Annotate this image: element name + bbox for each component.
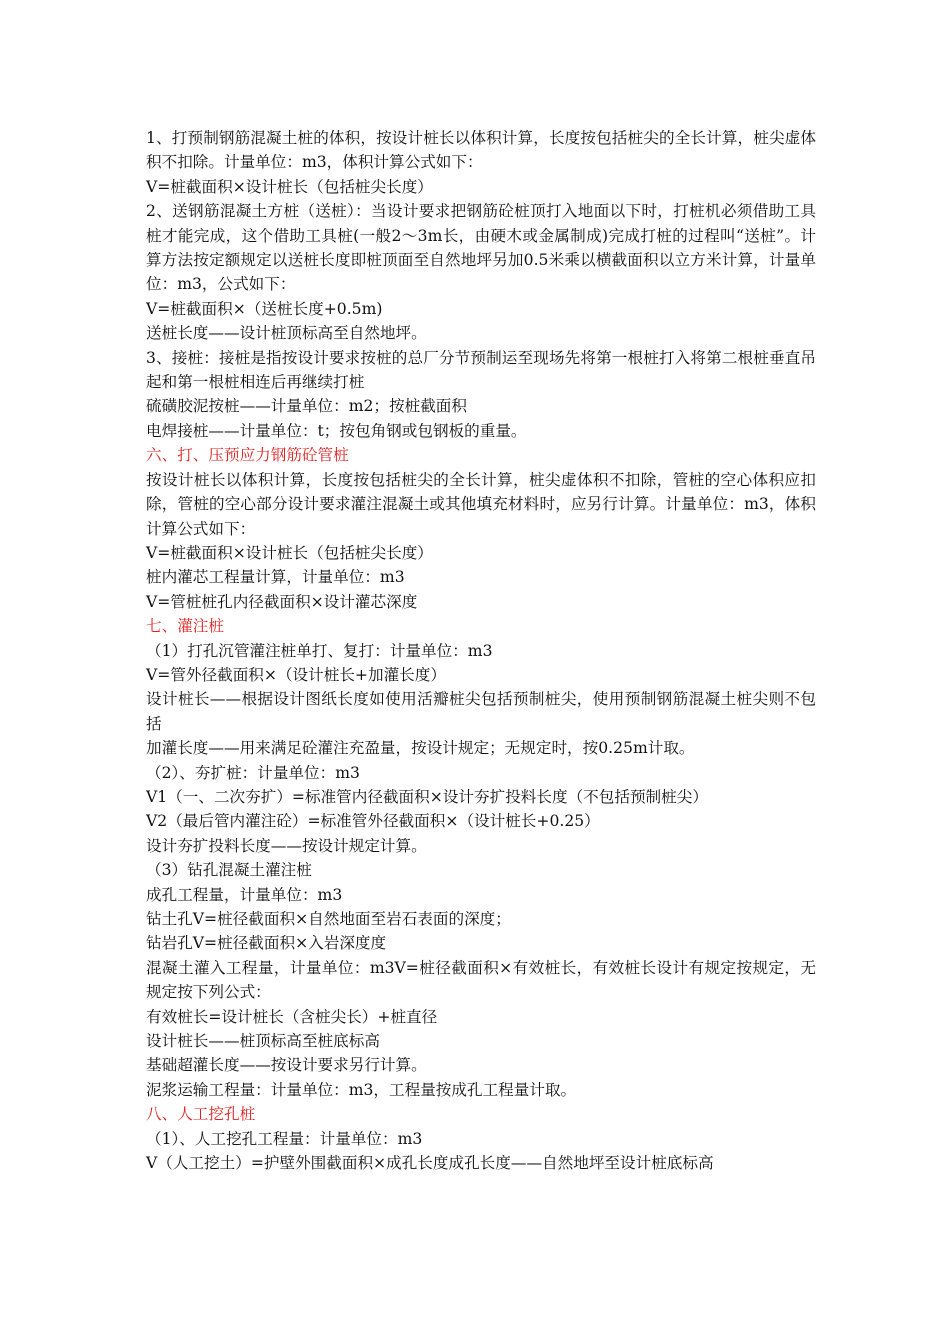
formula-line: 钻土孔V=桩径截面积×自然地面至岩石表面的深度；: [146, 910, 511, 928]
formula-line: V=桩截面积×设计桩长（包括桩尖长度）: [146, 543, 433, 562]
definition-line: 送桩长度——设计桩顶标高至自然地坪。: [146, 324, 427, 343]
document-page: [146, 126, 816, 1175]
definition-line: 桩内灌芯工程量计算，计量单位：m3: [146, 568, 405, 587]
formula-line: 钻岩孔V=桩径截面积×入岩深度度: [146, 934, 387, 953]
formula-line: V=桩截面积×设计桩长（包括桩尖长度）: [146, 177, 433, 196]
formula-line: V（人工挖土）=护壁外围截面积×成孔长度成孔长度——自然地坪至设计桩底标高: [146, 1154, 714, 1173]
definition-line: 成孔工程量，计量单位：m3: [146, 885, 343, 904]
subsection-line: （2）、夯扩桩：计量单位：m3: [146, 763, 360, 782]
subsection-line: （3）钻孔混凝土灌注桩: [146, 861, 312, 880]
section-heading-7: 七、灌注桩: [146, 617, 224, 636]
section-heading-8: 八、人工挖孔桩: [146, 1105, 256, 1124]
formula-line: 有效桩长=设计桩长（含桩尖长）+桩直径: [146, 1007, 438, 1026]
definition-line: 电焊接桩——计量单位：t；按包角钢或包钢板的重量。: [146, 421, 527, 440]
subsection-line: （1）打孔沉管灌注桩单打、复打：计量单位：m3: [146, 641, 493, 660]
paragraph-concrete-pour: 混凝土灌入工程量，计量单位：m3V=桩径截面积×有效桩长，有效桩长设计有规定按规定，无规定按下列公式：: [146, 958, 816, 1002]
definition-line: 硫磺胶泥按桩——计量单位：m2；按桩截面积: [146, 397, 467, 416]
definition-line: 泥浆运输工程量：计量单位：m3，工程量按成孔工程量计取。: [146, 1080, 577, 1099]
paragraph-joint-pile: 3、接桩：接桩是指按设计要求按桩的总厂分节预制运至现场先将第一根桩打入将第二根桩垂直吊起和第一根桩相连后再继续打桩: [146, 348, 816, 392]
formula-line: V=管外径截面积×（设计桩长+加灌长度）: [146, 665, 446, 684]
subsection-line: （1）、人工挖孔工程量：计量单位：m3: [146, 1129, 423, 1148]
formula-line: V2（最后管内灌注砼）=标准管外径截面积×（设计桩长+0.25）: [146, 812, 600, 831]
definition-line: 设计夯扩投料长度——按设计规定计算。: [146, 836, 427, 855]
definition-line: 设计桩长——桩顶标高至桩底标高: [146, 1032, 380, 1051]
paragraph-precast-pile-volume: 1、打预制钢筋混凝土桩的体积，按设计桩长以体积计算，长度按包括桩尖的全长计算，桩尖虚体积不扣除。计量单位：m3，体积计算公式如下：: [146, 129, 816, 172]
formula-line: V1（一、二次夯扩）=标准管内径截面积×设计夯扩投料长度（不包括预制桩尖）: [146, 787, 708, 806]
formula-line: V=管桩桩孔内径截面积×设计灌芯深度: [146, 592, 418, 611]
section-heading-6: 六、打、压预应力钢筋砼管桩: [146, 446, 349, 465]
paragraph-send-pile: 2、送钢筋混凝土方桩（送桩）：当设计要求把钢筋砼桩顶打入地面以下时，打桩机必须借助工具桩才能完成，这个借助工具桩(一般2～3m长，由硬木或金属制成)完成打桩的过程叫“送桩”。计算方法按定额规定以送桩长度即桩顶面至自然地坪另加0.5米乘以横截面积以立方米计算，计量单位：m3，公式如下：: [146, 202, 816, 294]
definition-line: 设计桩长——根据设计图纸长度如使用活瓣桩尖包括预制桩尖，使用预制钢筋混凝土桩尖则不包括: [146, 690, 816, 733]
definition-line: 基础超灌长度——按设计要求另行计算。: [146, 1056, 427, 1075]
paragraph-prestressed-pipe-pile: 按设计桩长以体积计算，长度按包括桩尖的全长计算，桩尖虚体积不扣除，管桩的空心体积应扣除，管桩的空心部分设计要求灌注混凝土或其他填充材料时，应另行计算。计量单位：m3，体积计算公式如下：: [146, 470, 816, 538]
definition-line: 加灌长度——用来满足砼灌注充盈量，按设计规定；无规定时，按0.25m计取。: [146, 739, 695, 758]
formula-line: V=桩截面积×（送桩长度+0.5m): [146, 299, 383, 318]
